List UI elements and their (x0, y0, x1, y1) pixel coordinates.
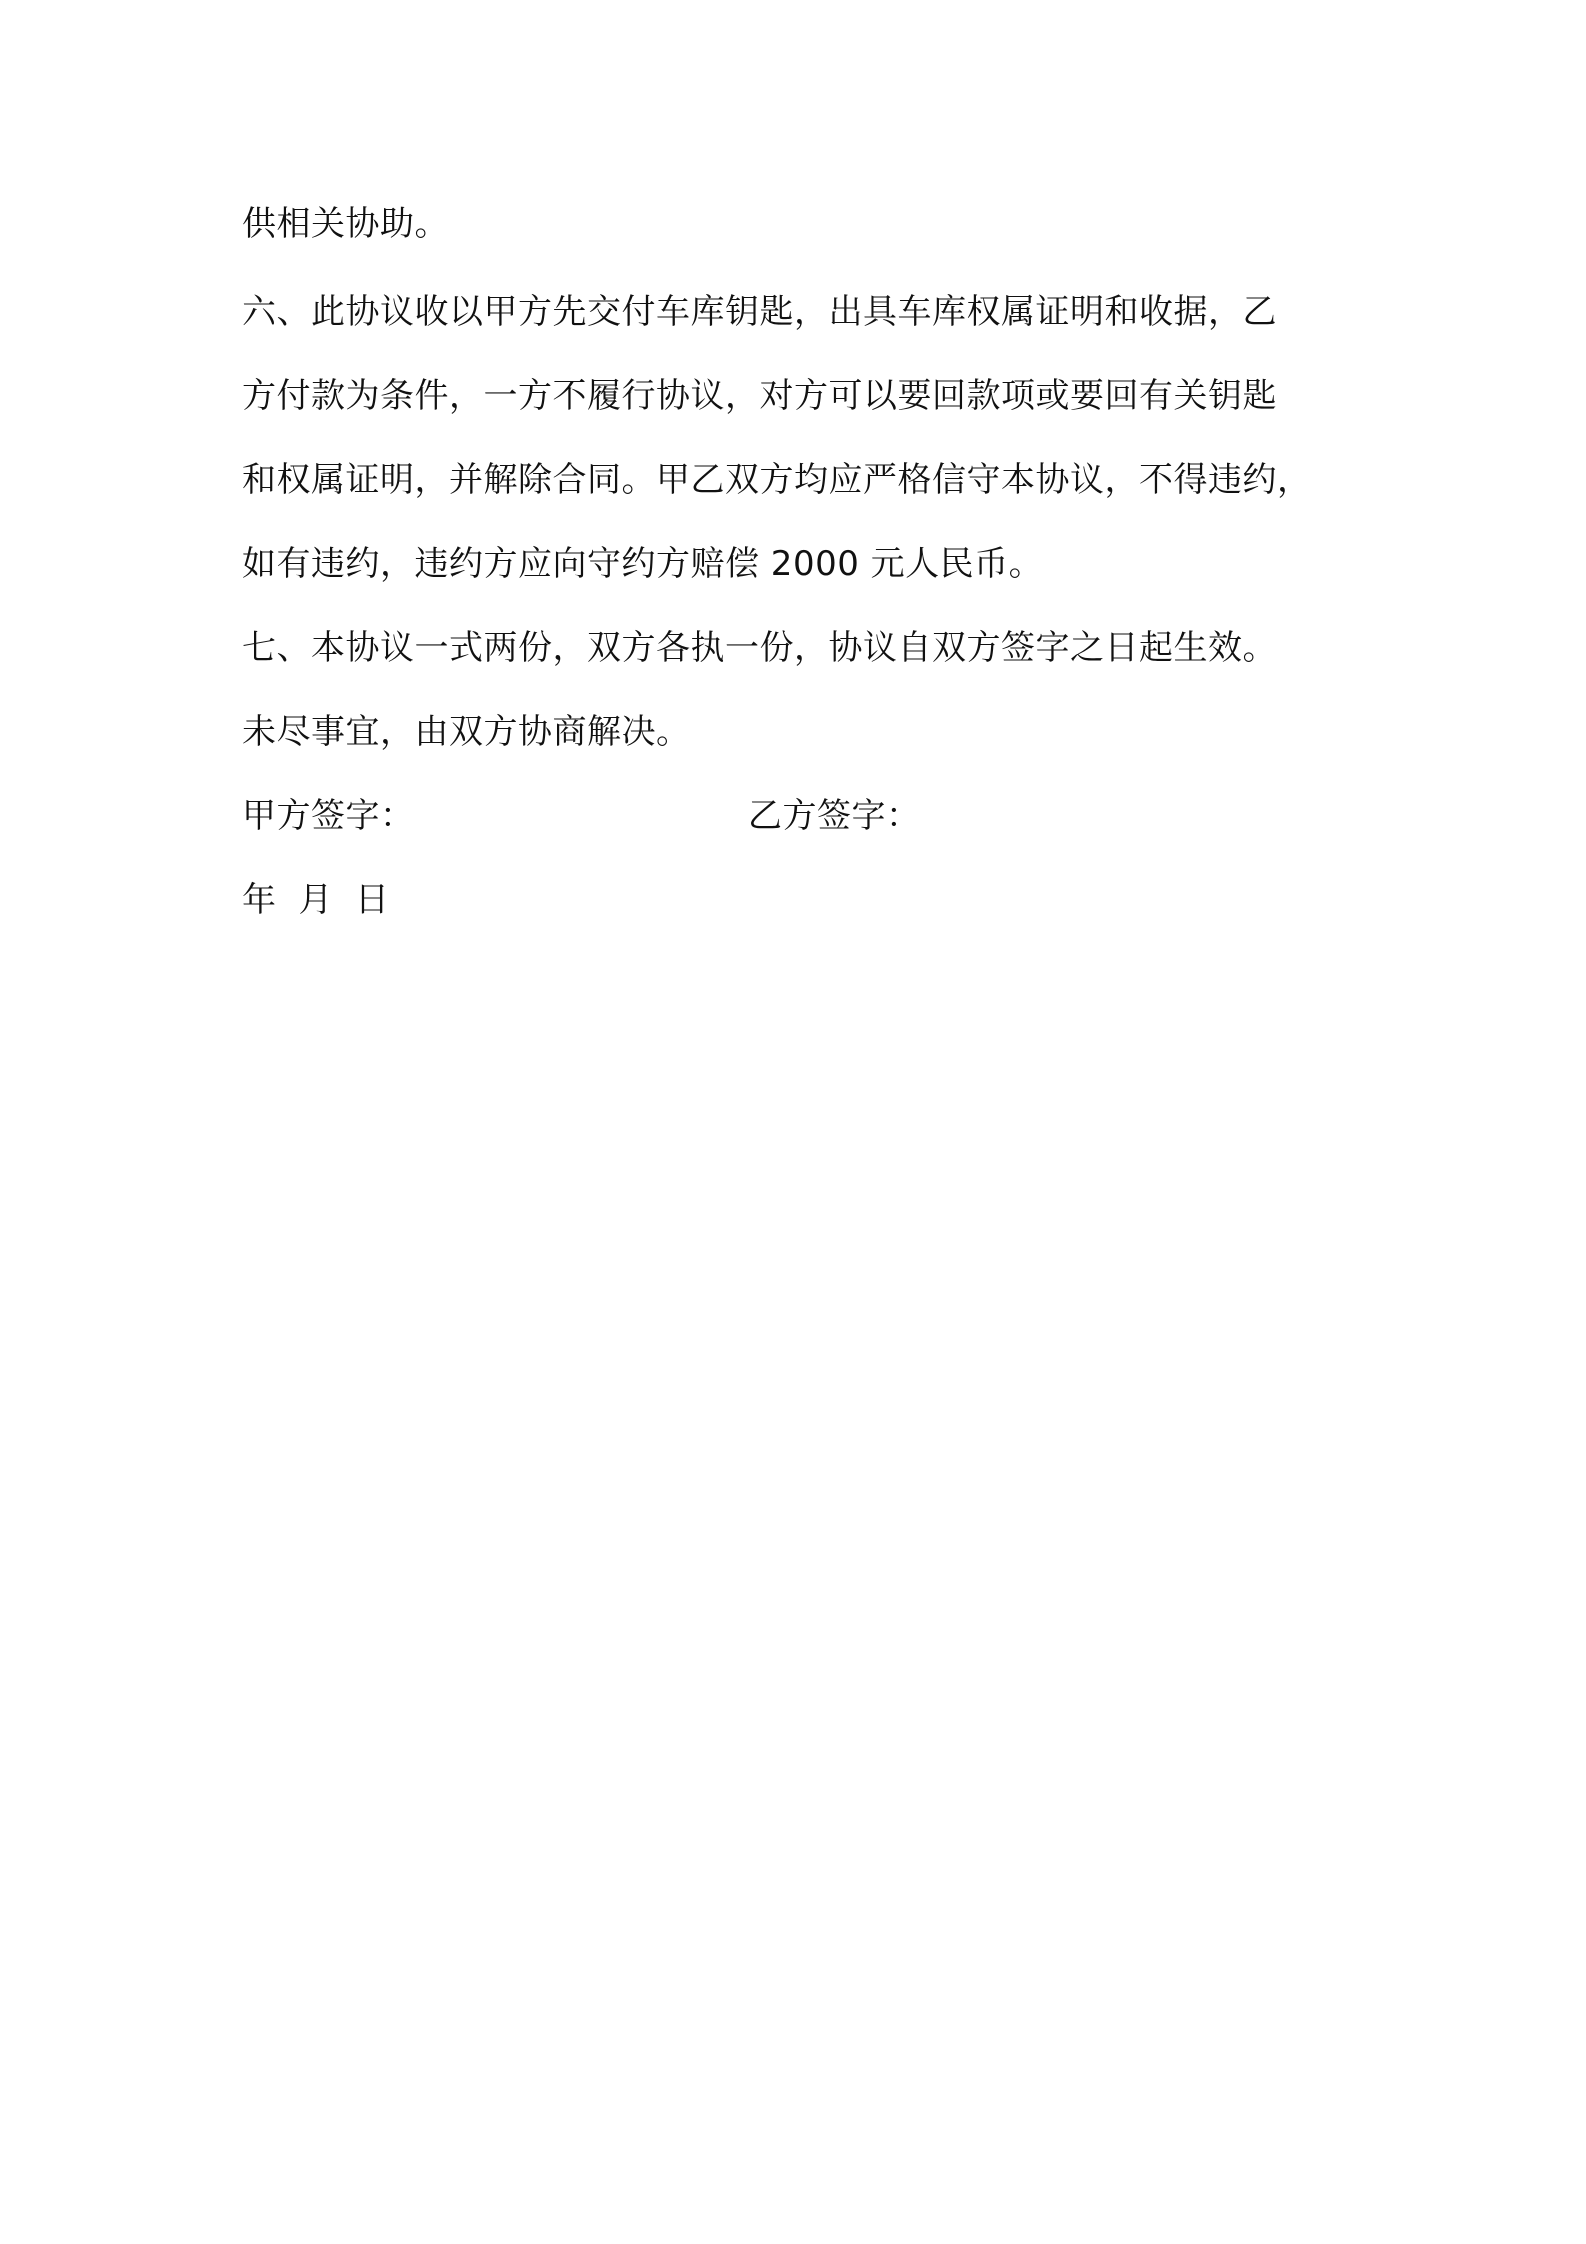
party-a-signature-label: 甲方签字： (242, 796, 415, 836)
clause-six-line-4: 如有违约，违约方应向守约方赔偿 2000 元人民币。 (242, 544, 1044, 584)
date-month-label: 月 (298, 880, 333, 920)
date-day-label: 日 (355, 880, 390, 920)
clause-six-line-1: 六、此协议收以甲方先交付车库钥匙，出具车库权属证明和收据，乙 (242, 292, 1277, 332)
date-line (242, 877, 390, 923)
clause-seven-line-2: 未尽事宜，由双方协商解决。 (242, 712, 691, 752)
clause-seven-line-1: 七、本协议一式两份，双方各执一份，协议自双方签字之日起生效。 (242, 628, 1277, 668)
party-b-signature-label: 乙方签字： (748, 796, 921, 836)
clause-six-line-2: 方付款为条件，一方不履行协议，对方可以要回款项或要回有关钥匙 (242, 376, 1277, 416)
clause-six-line-3: 和权属证明，并解除合同。甲乙双方均应严格信守本协议，不得违约， (242, 460, 1312, 500)
paragraph-line: 供相关协助。 (242, 204, 449, 244)
date-year-label: 年 (242, 880, 277, 920)
